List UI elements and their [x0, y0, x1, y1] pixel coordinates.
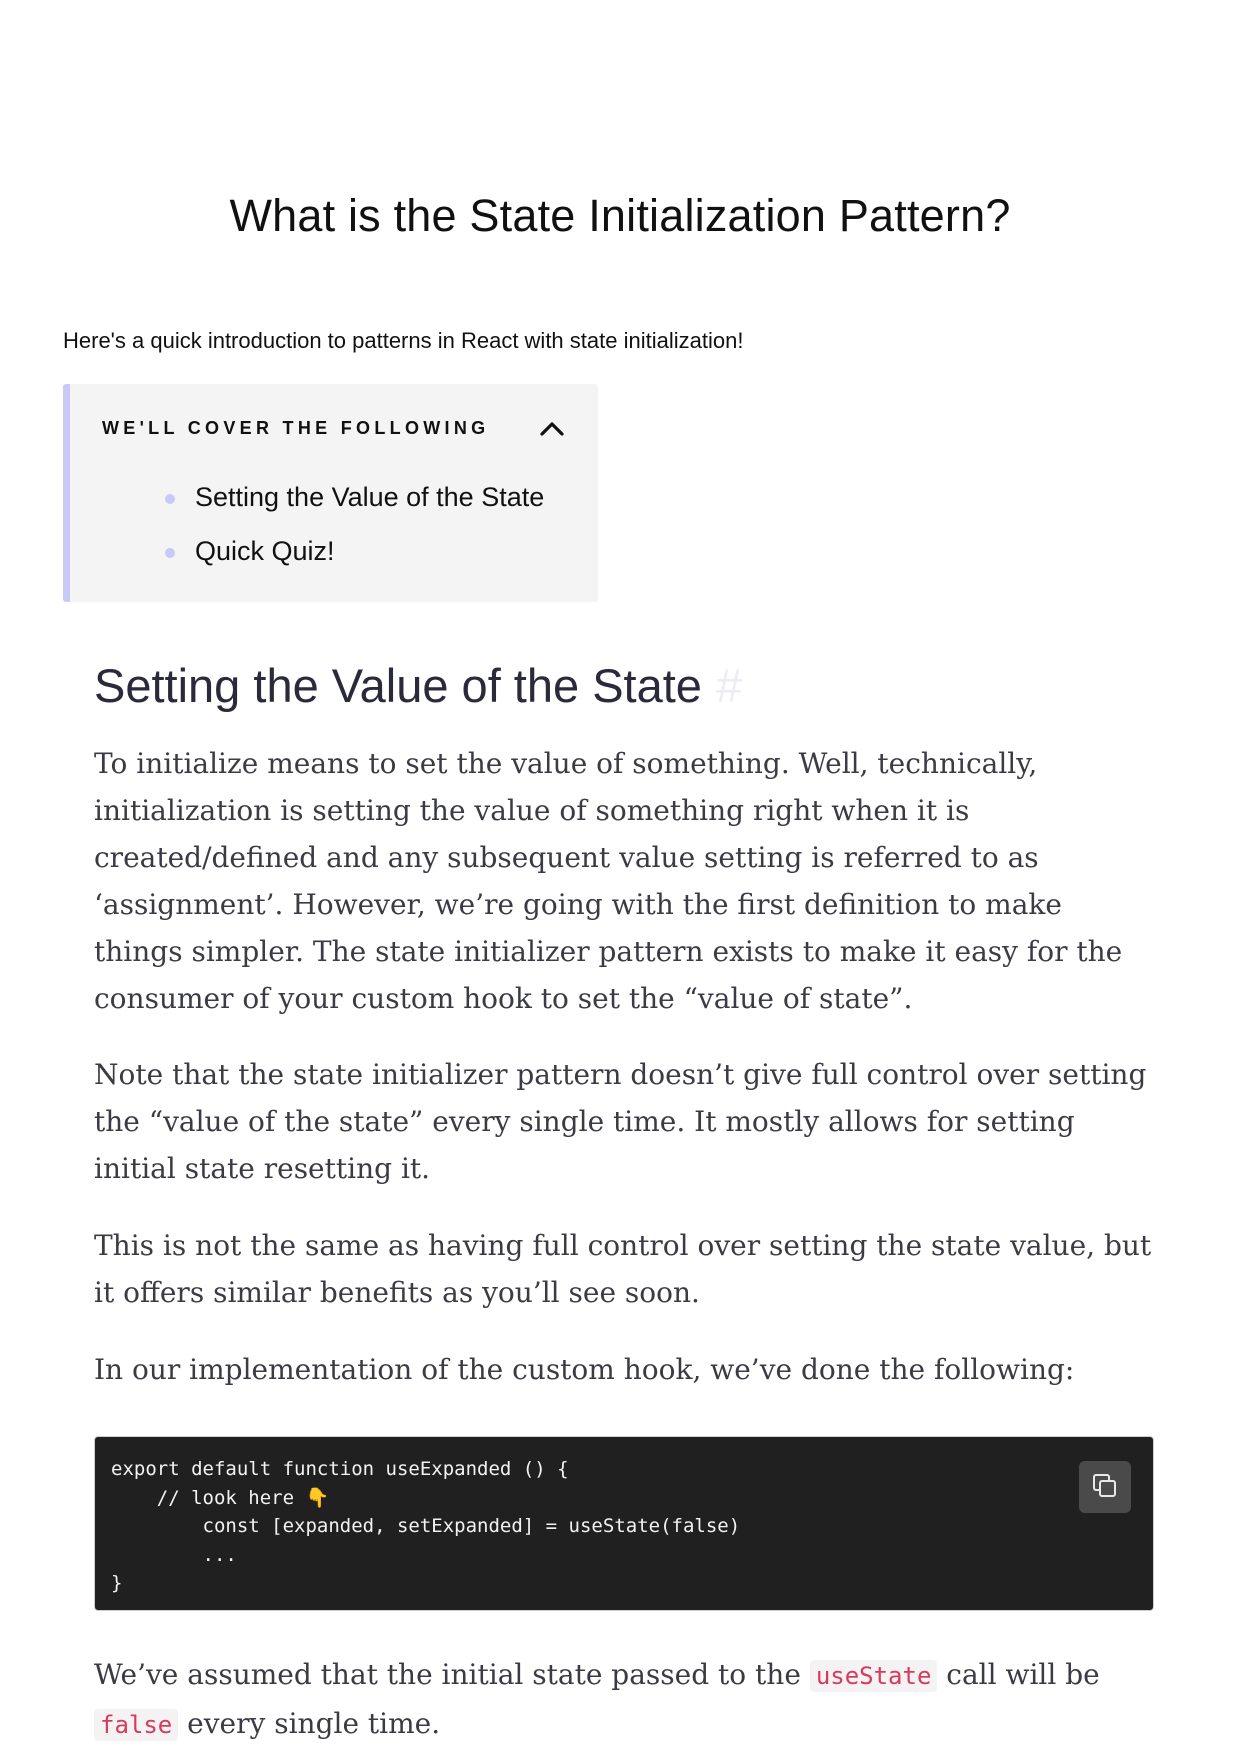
- table-of-contents: [63, 384, 598, 602]
- page-title: What is the State Initialization Pattern?: [229, 190, 1011, 241]
- inline-code-usestate: useState: [810, 1660, 938, 1692]
- code-block: [94, 1436, 1154, 1611]
- paragraph: To initialize means to set the value of something. Well, technically, initialization is setting the value of something right when it is created/defined and any subsequent value setting is referred to as ‘assignment’. However, we’re going with the first definition to make things simpler. The state initializer pattern exists to make it easy for the consumer of your custom hook to set the “value of state”.: [94, 747, 1123, 1015]
- closing-text-3: every single time.: [178, 1707, 441, 1740]
- toc-list: [165, 470, 544, 578]
- inline-code-false: false: [94, 1709, 178, 1741]
- chevron-up-icon[interactable]: [538, 417, 566, 439]
- paragraph: In our implementation of the custom hook, we’ve done the following:: [94, 1353, 1075, 1386]
- closing-text-2: call will be: [937, 1658, 1100, 1691]
- toc-item-quick-quiz[interactable]: Quick Quiz!: [165, 524, 544, 578]
- code-content: export default function useExpanded () { // look here 👇 const [expanded, setExpanded] = useState(false) ... }: [111, 1458, 741, 1594]
- copy-button[interactable]: [1079, 1461, 1131, 1513]
- paragraph: Note that the state initializer pattern doesn’t give full control over setting the “value of the state” every single time. It mostly allows for setting initial state resetting it.: [94, 1058, 1147, 1185]
- toc-header: WE'LL COVER THE FOLLOWING: [102, 418, 490, 438]
- closing-paragraph: [94, 1651, 1154, 1749]
- copy-icon: [1079, 1461, 1131, 1513]
- section-heading: [94, 658, 742, 713]
- intro-text: Here's a quick introduction to patterns in React with state initialization!: [63, 328, 744, 353]
- closing-text-1: We’ve assumed that the initial state passed to the: [94, 1658, 810, 1691]
- section-heading-text: Setting the Value of the State: [94, 659, 702, 712]
- heading-anchor-link[interactable]: #: [715, 659, 743, 712]
- toc-item-setting-value[interactable]: Setting the Value of the State: [165, 470, 544, 524]
- paragraph: This is not the same as having full control over setting the state value, but it offers similar benefits as you’ll see soon.: [94, 1229, 1152, 1309]
